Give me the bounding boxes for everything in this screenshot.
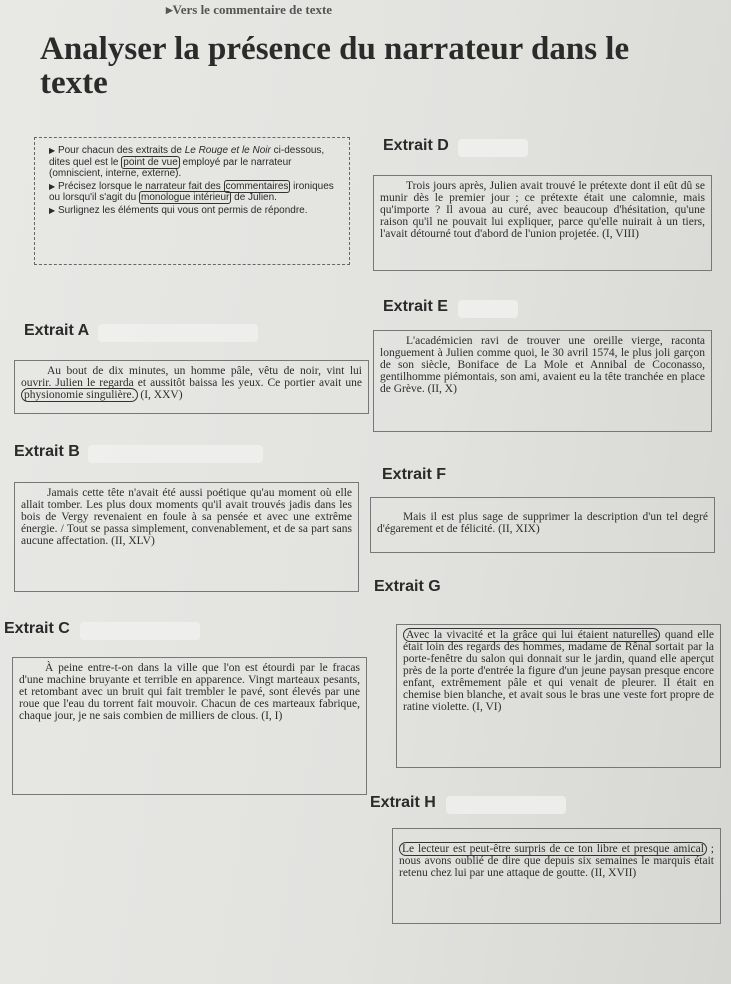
erased-annotation — [98, 324, 258, 342]
extract-b-label: Extrait B — [14, 443, 80, 460]
extract-f-box — [370, 497, 715, 553]
extract-e-text: L'académicien ravi de trouver une oreille vierge, raconta longuement à Julien comme quoi, le 30 avril 1574, le plus joli garçon de son siècle, Boniface de La Mole et Annibal de Coconasso, gentilhomme piémontais, son ami, avaient eu la tête tranchée en place de Grève. (II, X) — [380, 335, 705, 395]
keyword-monologue: monologue intérieur — [140, 192, 230, 203]
breadcrumb[interactable]: ▸Vers le commentaire de texte — [166, 2, 333, 17]
extract-g-text: Avec la vivacité et la grâce qui lui étaient naturelles quand elle était loin des regards des hommes, madame de Rênal sortait par la porte-fenêtre du salon qui donnait sur le jardin, quand elle aperçut près de la porte d'entrée la figure d'un jeune paysan presque encore enfant, extrêmement pâle et qui venait de pleurer. Il était en chemise bien blanche, et avait sous le bras une veste fort propre de ratine violette. (I, VI) — [403, 629, 714, 713]
arrow-right-icon: ▶ — [49, 205, 56, 215]
extract-g-label: Extrait G — [374, 578, 441, 595]
arrow-right-icon: ▶ — [49, 146, 56, 155]
work-title: Le Rouge et le Noir — [184, 145, 271, 156]
instruction-1: ▶ Pour chacun des extraits de Le Rouge et le Noir ci-dessous, dites quel est le point de vue employé par le narrateur (omniscient, interne, externe). — [49, 145, 325, 179]
arrow-right-icon: ▶ — [49, 181, 56, 191]
extract-e-label: Extrait E — [383, 298, 448, 315]
extract-c-label: Extrait C — [4, 620, 70, 637]
extract-h-text: Le lecteur est peut-être surpris de ce ton libre et presque amical ; nous avons oublié de dire que depuis six semaines le marquis était retenu chez lui par une attaque de goutte. (II, XVII) — [399, 843, 714, 879]
erased-annotation — [458, 300, 518, 318]
instructions-box — [34, 137, 350, 265]
extract-d-box — [373, 175, 712, 271]
extract-a-text: Au bout de dix minutes, un homme pâle, vêtu de noir, vint lui ouvrir. Julien le regarda et aussitôt baissa les yeux. Ce portier avait une physionomie singulière. (I, XXV) — [21, 365, 362, 401]
erased-annotation — [88, 445, 263, 463]
circled-phrase: Le lecteur est peut-être surpris de ce ton libre et presque amical — [399, 842, 707, 856]
extract-a-label: Extrait A — [24, 322, 90, 339]
extract-d-label: Extrait D — [383, 137, 449, 154]
extract-a-box — [14, 360, 369, 414]
extract-e-box — [373, 330, 712, 432]
keyword-point-de-vue: point de vue — [123, 156, 178, 168]
circled-phrase: Avec la vivacité et la grâce qui lui étaient naturelles — [403, 628, 660, 642]
circled-phrase: physionomie singulière. — [21, 388, 138, 402]
erased-annotation — [446, 796, 566, 814]
extract-c-text: À peine entre-t-on dans la ville que l'on est étourdi par le fracas d'une machine bruyante et terrible en apparence. Vingt marteaux pesants, et retombant avec un bruit qui fait trembler le pavé, sont élevés par une roue que l'eau du torrent fait mouvoir. Chacun de ces marteaux fabrique, chaque jour, je ne sais combien de milliers de clous. (I, I) — [19, 662, 360, 722]
erased-annotation — [80, 622, 200, 640]
extract-f-label: Extrait F — [382, 466, 447, 483]
extract-c-box — [12, 657, 367, 795]
extract-f-text: Mais il est plus sage de supprimer la description d'un tel degré d'égarement et de félicité. (II, XIX) — [377, 511, 708, 535]
extract-d-text: Trois jours après, Julien avait trouvé le prétexte dont il eût dû se munir dès le premier jour ; ce prétexte était une calomnie, mais qu'importe ? Il avoua au curé, avec beaucoup d'hésitation, qu'une raison qu'il ne pouvait lui expliquer, parce qu'elle nuirait à un tiers, l'avait détourné tout d'abord de l'union projetée. (I, VIII) — [380, 180, 705, 240]
keyword-commentaires: commentaires — [225, 180, 289, 192]
page-title: Analyser la présence du narrateur dans le texte — [40, 31, 630, 101]
extract-h-box — [392, 828, 721, 924]
instruction-3: ▶ Surlignez les éléments qui vous ont permis de répondre. — [49, 204, 308, 216]
extract-b-text: Jamais cette tête n'avait été aussi poétique qu'au moment où elle allait tomber. Les plus doux moments qu'il avait trouvés jadis dans les bois de Vergy revenaient en foule à sa pensée et avec une extrême énergie. / Tout se passa simplement, convenablement, et de sa part sans aucune affectation. (II, XLV) — [21, 487, 352, 547]
extract-g-box — [396, 624, 721, 768]
instruction-2: ▶ Précisez lorsque le narrateur fait des commentaires ironiques ou lorsqu'il s'agit du monologue intérieur de Julien. — [49, 180, 334, 203]
extract-b-box — [14, 482, 359, 592]
erased-annotation — [458, 139, 528, 157]
extract-h-label: Extrait H — [370, 794, 436, 811]
